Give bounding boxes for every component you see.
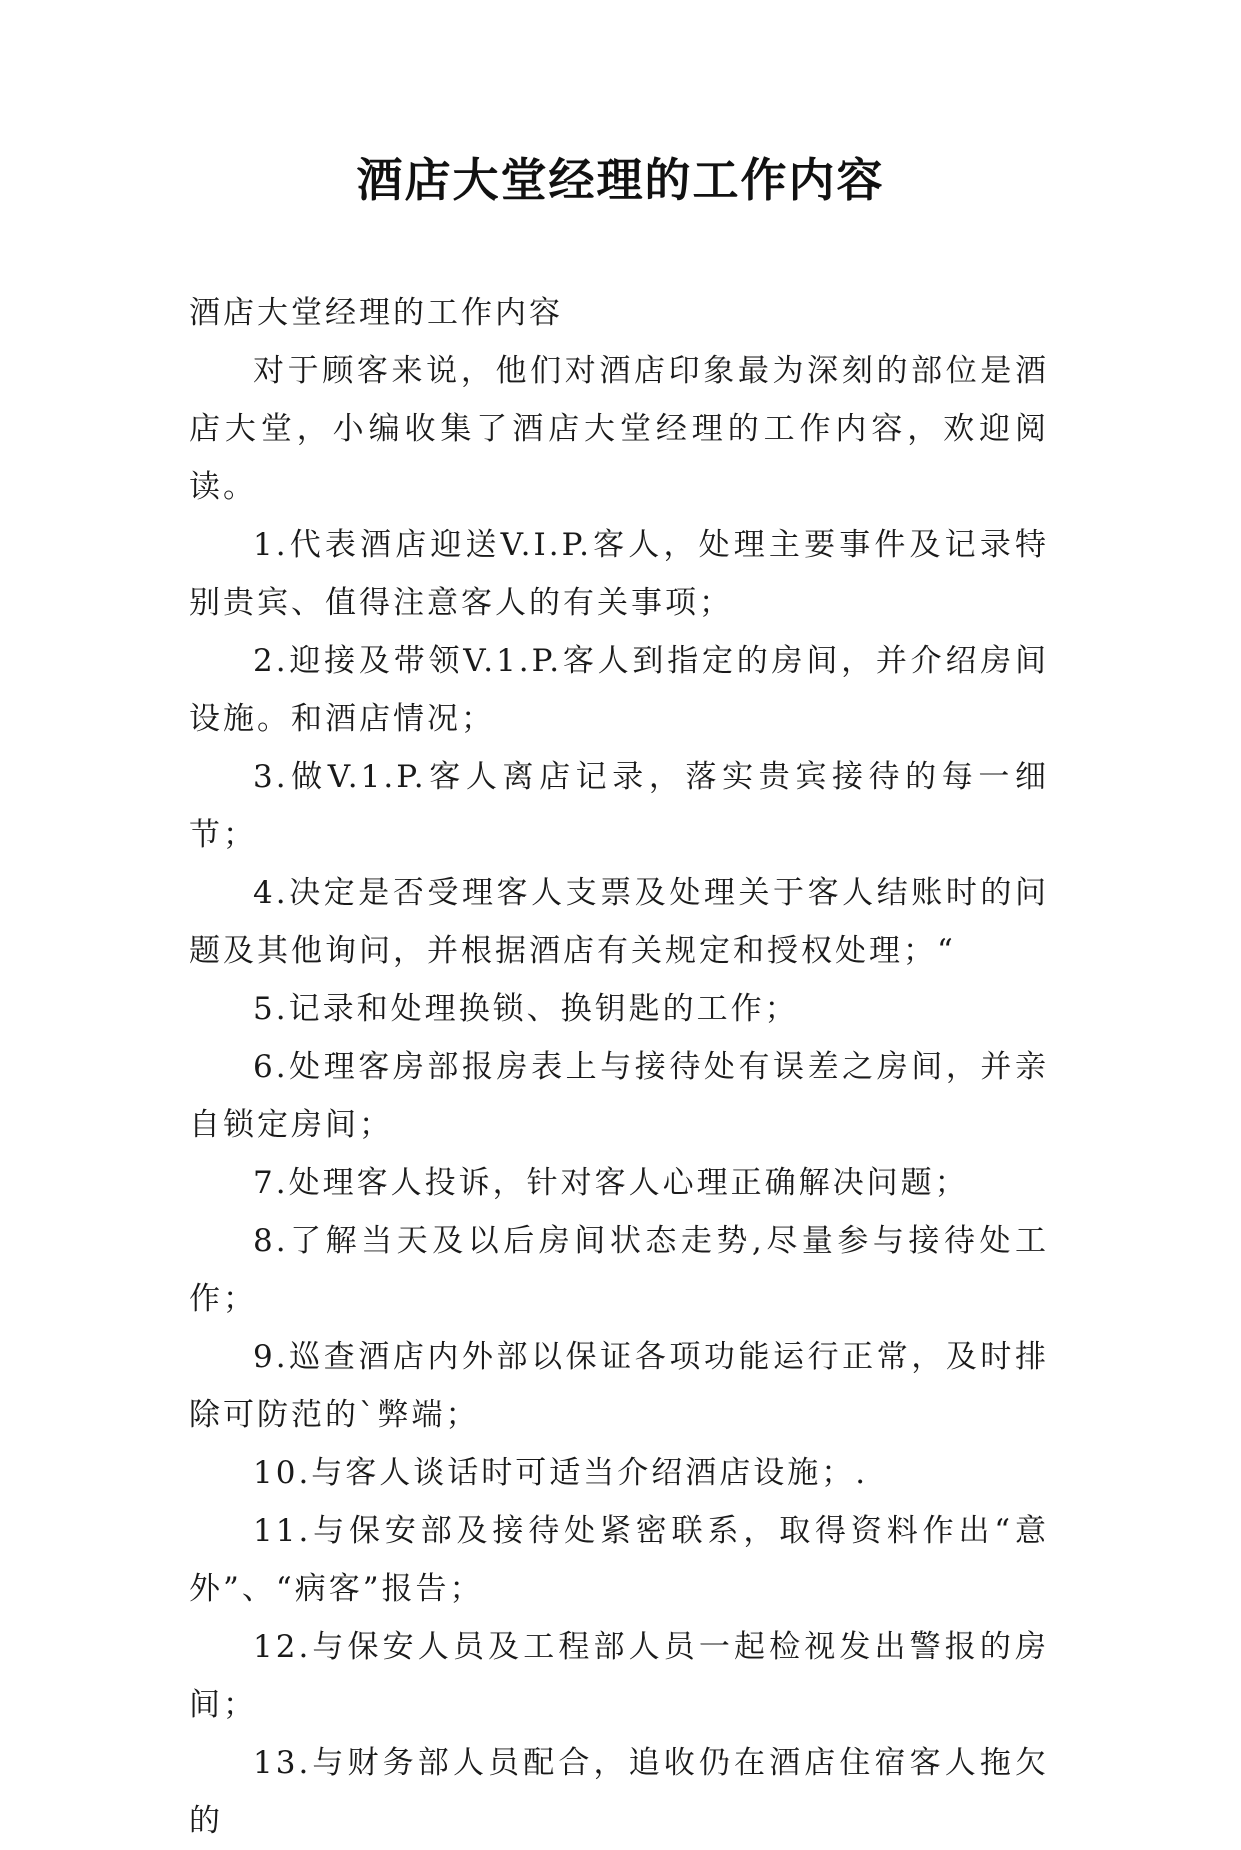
duty-item-10: 10.与客人谈话时可适当介绍酒店设施；. — [253, 1455, 869, 1491]
document-body — [189, 284, 1049, 1850]
duty-item-2: 2.迎接及带领V.1.P.客人到指定的房间，并介绍房间设施。和酒店情况； — [189, 643, 1049, 737]
duty-item-9: 9.巡查酒店内外部以保证各项功能运行正常，及时排除可防范的`弊端； — [189, 1339, 1049, 1433]
duty-item-7: 7.处理客人投诉，针对客人心理正确解决问题； — [253, 1165, 969, 1201]
document-title: 酒店大堂经理的工作内容 — [356, 153, 885, 207]
duty-item-13: 13.与财务部人员配合，追收仍在酒店住宿客人拖欠的 — [189, 1745, 1049, 1839]
document-subtitle: 酒店大堂经理的工作内容 — [189, 295, 563, 331]
intro-paragraph: 对于顾客来说，他们对酒店印象最为深刻的部位是酒店大堂，小编收集了酒店大堂经理的工作内容，欢迎阅读。 — [189, 353, 1049, 505]
duty-item-3: 3.做V.1.P.客人离店记录，落实贵宾接待的每一细节； — [189, 759, 1049, 853]
duty-item-12: 12.与保安人员及工程部人员一起检视发出警报的房间； — [189, 1629, 1049, 1723]
duty-item-5: 5.记录和处理换锁、换钥匙的工作； — [253, 991, 799, 1027]
duty-item-6: 6.处理客房部报房表上与接待处有误差之房间，并亲自锁定房间； — [189, 1049, 1049, 1143]
duty-item-8: 8.了解当天及以后房间状态走势,尽量参与接待处工作； — [189, 1223, 1049, 1317]
duty-item-1: 1.代表酒店迎送V.I.P.客人，处理主要事件及记录特别贵宾、值得注意客人的有关事项； — [189, 527, 1049, 621]
duty-item-4: 4.决定是否受理客人支票及处理关于客人结账时的问题及其他询问，并根据酒店有关规定和授权处理；“ — [189, 875, 1049, 969]
duty-item-11: 11.与保安部及接待处紧密联系，取得资料作出“意外”、“病客”报告； — [189, 1513, 1049, 1607]
